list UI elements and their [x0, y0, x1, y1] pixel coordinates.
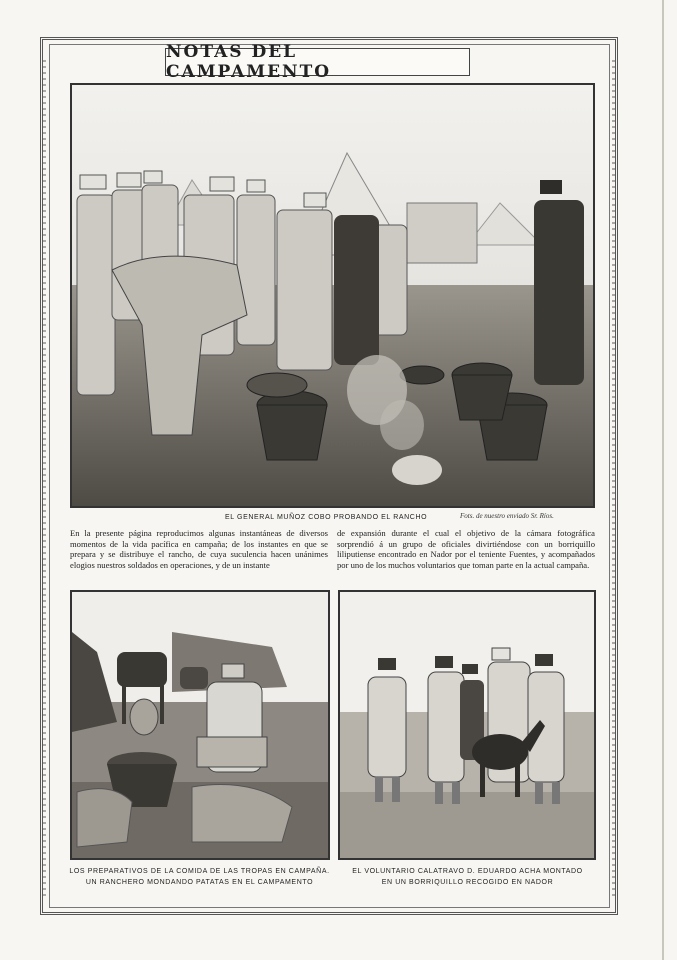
- article-column-1: [70, 528, 328, 570]
- bottom-left-caption-line-2: UN RANCHERO MONDANDO PATATAS EN EL CAMPAMENTO: [85, 879, 314, 886]
- bottom-right-caption-line-2: EN UN BORRIQUILLO RECOGIDO EN NADOR: [381, 879, 554, 886]
- left-vine-ornament: [43, 60, 46, 900]
- bottom-left-photo-image: [72, 592, 328, 858]
- bottom-right-photo-image: [340, 592, 594, 858]
- title-banner: [165, 42, 470, 82]
- bottom-left-photo: [70, 590, 330, 860]
- bottom-right-caption: [335, 866, 600, 888]
- article-column-2: [337, 528, 595, 570]
- bottom-left-caption: [62, 866, 337, 888]
- page-edge-line: [662, 0, 664, 960]
- article-column-2-text: de expansión durante el cual el objetivo de la cámara fotográfica sorprendió á un grupo de oficiales divirtiéndose con un borriquillo liliputiense encontrado en Nador por el teniente Fuentes, y acompañados por uno de los muchos voluntarios que toman parte en la actual campaña.: [337, 528, 595, 570]
- top-photo: [70, 83, 595, 508]
- photo-credit: Fots. de nuestro enviado Sr. Ríos.: [460, 512, 554, 520]
- right-vine-ornament: [612, 60, 615, 900]
- bottom-right-photo: [338, 590, 596, 860]
- article-column-1-text: En la presente página reproducimos algunas instantáneas de diversos momentos de la vida pacífica en campaña; de los instantes en que se prepara y se distribuye el rancho, de cuya suculencia hacen unánimes elogios nuestros soldados en operaciones, y de un instante: [70, 528, 328, 570]
- page-title: NOTAS DEL CAMPAMENTO: [166, 42, 332, 82]
- bottom-right-caption-line-1: EL VOLUNTARIO CALATRAVO D. EDUARDO ACHA MONTADO: [352, 868, 583, 875]
- top-photo-caption: EL GENERAL MUÑOZ COBO PROBANDO EL RANCHO: [225, 514, 428, 521]
- top-photo-image: [72, 85, 593, 506]
- bottom-left-caption-line-1: LOS PREPARATIVOS DE LA COMIDA DE LAS TROPAS EN CAMPAÑA.: [69, 868, 330, 875]
